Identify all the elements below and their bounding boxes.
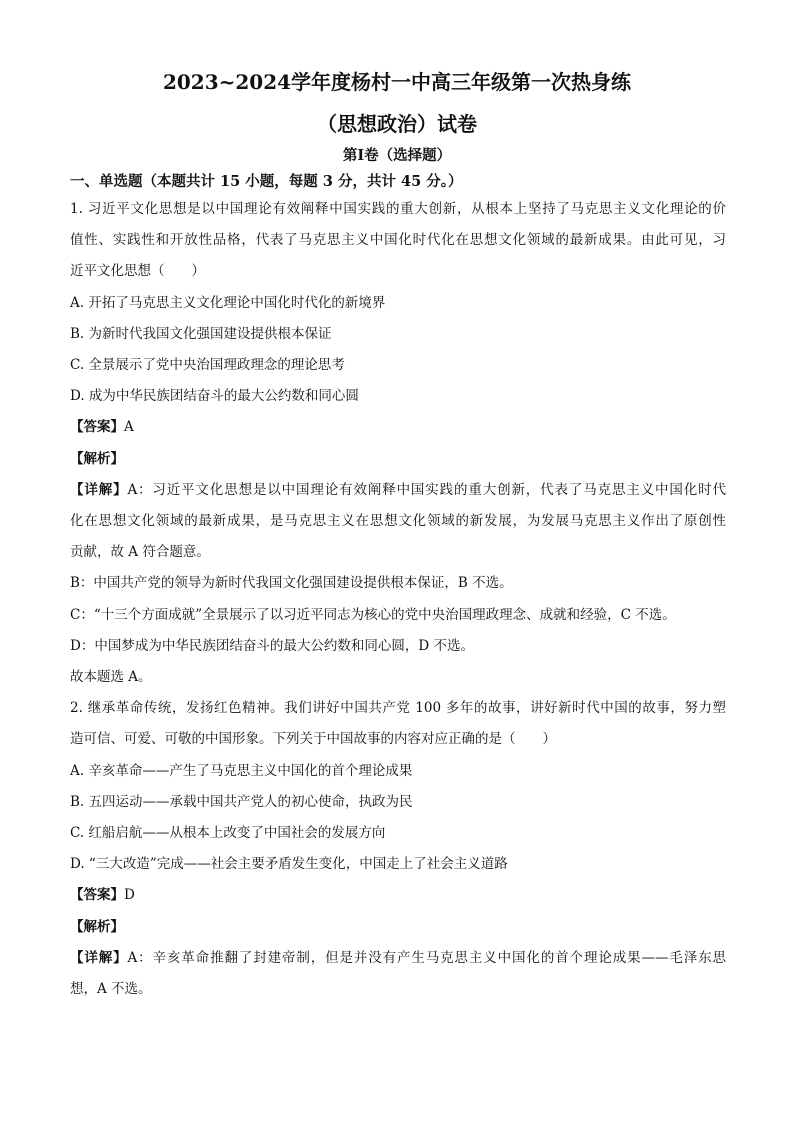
option-c: C. 红船启航——从根本上改变了中国社会的发展方向 <box>70 825 386 842</box>
detail-line: 贡献，故 A 符合题意。 <box>70 544 210 561</box>
analysis-tag: 【解析】 <box>70 918 124 935</box>
exam-title: 2023~2024学年度杨村一中高三年级第一次热身练 <box>162 70 632 94</box>
detail-line <box>70 943 726 974</box>
detail-text: A：习近平文化思想是以中国理论有效阐释中国实践的重大创新，代表了马克思主义中国化时代 <box>127 481 726 498</box>
detail-line-b: B：中国共产党的领导为新时代我国文化强国建设提供根本保证，B 不选。 <box>70 575 513 592</box>
question-stem-line: 造可信、可爱、可敬的中国形象。下列关于中国故事的内容对应正确的是（ ） <box>70 731 556 748</box>
detail-tag: 【详解】 <box>70 481 128 498</box>
analysis-tag: 【解析】 <box>70 450 124 467</box>
exam-subject: （思想政治）试卷 <box>317 112 477 136</box>
detail-line-d: D：中国梦成为中华民族团结奋斗的最大公约数和同心圆，D 不选。 <box>70 637 474 654</box>
question-1 <box>70 194 726 693</box>
option-c: C. 全景展示了党中央治国理政理念的理论思考 <box>70 357 345 374</box>
question-stem-line: 值性、实践性和开放性品格，代表了马克思主义中国化时代化在思想文化领域的最新成果。由此可见，习 <box>70 232 726 249</box>
detail-line-c: C：“十三个方面成就”全景展示了以习近平同志为核心的党中央治国理政理念、成就和经验，C 不选。 <box>70 606 676 623</box>
option-d: D. “三大改造”完成——社会主要矛盾发生变化，中国走上了社会主义道路 <box>70 856 508 873</box>
option-b: B. 五四运动——承载中国共产党人的初心使命，执政为民 <box>70 793 413 810</box>
answer-tag: 【答案】 <box>70 887 124 904</box>
answer-line <box>70 412 726 443</box>
section-heading: 一、单选题（本题共计 15 小题，每题 3 分，共计 45 分。） <box>70 173 463 190</box>
answer-value: A <box>124 419 134 436</box>
question-stem-line: 2. 继承革命传统，发扬红色精神。我们讲好中国共产党 100 多年的故事，讲好新时代中国的故事，努力塑 <box>70 700 726 717</box>
analysis-line <box>70 912 726 943</box>
question-stem-line: 近平文化思想（ ） <box>70 263 205 280</box>
document-body <box>70 170 726 1005</box>
analysis-line <box>70 444 726 475</box>
part-title: 第Ⅰ卷（选择题） <box>342 147 452 164</box>
detail-tag: 【详解】 <box>70 949 128 966</box>
question-stem-line: 1. 习近平文化思想是以中国理论有效阐释中国实践的重大创新，从根本上坚持了马克思主义文化理论的价 <box>70 201 726 217</box>
detail-line: 想，A 不选。 <box>70 981 152 998</box>
detail-text: A：辛亥革命推翻了封建帝制，但是并没有产生马克思主义中国化的首个理论成果——毛泽东思 <box>127 949 726 966</box>
answer-value: D <box>124 887 135 904</box>
answer-line <box>70 880 726 911</box>
answer-tag: 【答案】 <box>70 419 124 436</box>
question-2 <box>70 693 726 1005</box>
detail-line <box>70 475 726 506</box>
option-b: B. 为新时代我国文化强国建设提供根本保证 <box>70 325 332 342</box>
detail-line: 化在思想文化领域的最新成果，是马克思主义在思想文化领域的新发展，为发展马克思主义作出了原创性 <box>70 513 726 530</box>
option-a: A. 辛亥革命——产生了马克思主义中国化的首个理论成果 <box>70 762 413 779</box>
conclusion-line: 故本题选 A。 <box>70 669 152 686</box>
option-d: D. 成为中华民族团结奋斗的最大公约数和同心圆 <box>70 388 359 405</box>
option-a: A. 开拓了马克思主义文化理论中国化时代化的新境界 <box>70 294 386 311</box>
